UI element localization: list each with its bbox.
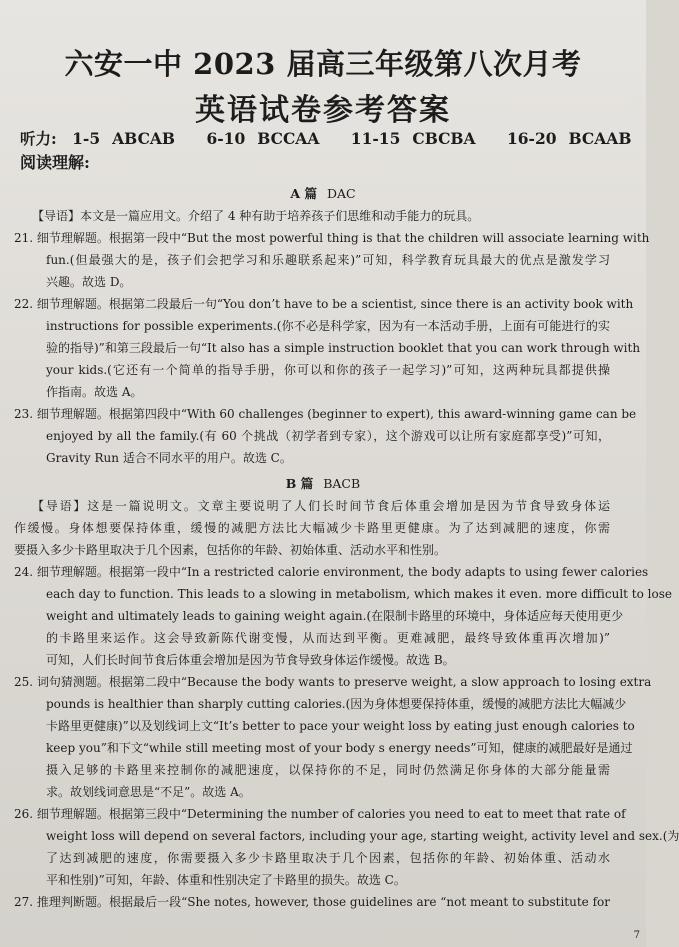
text-line: 26. 细节理解题。根据第三段中“Determining the number of calories you need to eat to meet that rate of — [14, 807, 626, 821]
listening-label: 听力: — [20, 129, 57, 148]
text-line: 验的指导)”和第三段最后一句“It also has a simple instruction booklet that you can work through with — [46, 341, 641, 355]
text-line: pounds is healthier than sharply cutting calories.(因为身体想要保持体重，缓慢的减肥方法比大幅减少 — [46, 697, 627, 711]
listening-group: 16-20 BCAAB — [506, 129, 632, 148]
reading-label: 阅读理解: — [20, 153, 90, 172]
listening-group: 6-10 BCCAA — [206, 129, 320, 148]
text-line: 【导语】这是一篇说明文。文章主要说明了人们长时间节食后体重会增加是因为节食导致身体运 — [32, 499, 610, 513]
text-line: enjoyed by all the family.(有 60 个挑战（初学者到专家），这个游戏可以让所有家庭都享受)”可知， — [46, 429, 610, 443]
text-line: 平和性别)”可知，年龄、体重和性别决定了卡路里的损失。故选 C。 — [46, 873, 406, 887]
text-line: 27. 推理判断题。根据最后一段“She notes, however, those guidelines are “not meant to substitute for — [14, 895, 610, 909]
text-line: 【导语】本文是一篇应用文。介绍了 4 种有助于培养孩子们思维和动手能力的玩具。 — [32, 209, 480, 223]
text-line: 兴趣。故选 D。 — [46, 275, 132, 289]
text-line: 21. 细节理解题。根据第一段中“But the most powerful thing is that the children will associate learning with — [14, 231, 650, 245]
text-line: weight and ultimately leads to gaining weight again.(在限制卡路里的环境中，身体适应每天使用更少 — [46, 609, 624, 623]
text-line: 23. 细节理解题。根据第四段中“With 60 challenges (beginner to expert), this award-winning game can be — [14, 407, 637, 421]
listening-answers — [20, 127, 640, 149]
text-line: 22. 细节理解题。根据第二段最后一句“You don’t have to be a scientist, since there is an activity book with — [14, 297, 634, 311]
text-line: Gravity Run 适合不同水平的用户。故选 C。 — [46, 451, 292, 465]
page-number: 7 — [633, 930, 640, 941]
listening-group: 1-5 ABCAB — [72, 129, 176, 148]
exam-subtitle: 英语试卷参考答案 — [195, 93, 451, 128]
text-line: 25. 词句猜测题。根据第二段中“Because the body wants to preserve weight, a slow approach to losing extra — [14, 675, 652, 689]
exam-title: 六安一中 2023 届高三年级第八次月考 — [64, 47, 582, 81]
section-b-heading: B 篇 BACB — [285, 476, 361, 491]
text-line: each day to function. This leads to a slowing in metabolism, which makes it even. more difficult to lose — [46, 587, 672, 601]
text-line: 卡路里更健康)”以及划线词上文“It’s better to pace your weight loss by eating just enough calories to — [46, 719, 635, 733]
text-line: keep you”和下文“while still meeting most of your body s energy needs”可知，健康的减肥最好是通过 — [46, 741, 633, 755]
text-line: fun.(但最强大的是，孩子们会把学习和乐趣联系起来)”可知，科学教育玩具最大的优点是激发学习 — [46, 253, 610, 267]
text-line: instructions for possible experiments.(你不必是科学家，因为有一本活动手册，上面有可能进行的实 — [46, 319, 610, 333]
text-line: 要摄入多少卡路里取决于几个因素，包括你的年龄、初始体重、活动水平和性别。 — [14, 543, 447, 557]
section-b-body — [14, 495, 679, 913]
text-line: 可知，人们长时间节食后体重会增加是因为节食导致身体运作缓慢。故选 B。 — [46, 653, 455, 667]
text-line: your kids.(它还有一个简单的指导手册，你可以和你的孩子一起学习)”可知，这两种玩具都提供操 — [46, 363, 610, 377]
text-line: 作指南。故选 A。 — [46, 385, 143, 399]
text-line: 作缓慢。身体想要保持体重，缓慢的减肥方法比大幅减少卡路里更健康。为了达到减肥的速度，你需 — [14, 521, 610, 535]
text-line: 摄入足够的卡路里来控制你的减肥速度，以保持你的不足，同时仍然满足你身体的大部分能量需 — [46, 763, 610, 777]
listening-group: 11-15 CBCBA — [350, 129, 476, 148]
text-line: 24. 细节理解题。根据第一段中“In a restricted calorie environment, the body adapts to using fewer calories — [14, 565, 649, 579]
text-line: 的卡路里来运作。这会导致新陈代谢变慢，从而达到平衡。更难减肥，最终导致体重再次增加)” — [46, 631, 610, 645]
text-line: 求。故划线词意思是“不足”。故选 A。 — [46, 785, 251, 799]
section-a-body — [14, 205, 650, 469]
section-a-heading: A 篇 DAC — [290, 186, 356, 201]
text-line: weight loss will depend on several factors, including your age, starting weight, activity level and sex.(为 — [46, 829, 679, 843]
text-line: 了达到减肥的速度，你需要摄入多少卡路里取决于几个因素，包括你的年龄、初始体重、活动水 — [46, 851, 610, 865]
